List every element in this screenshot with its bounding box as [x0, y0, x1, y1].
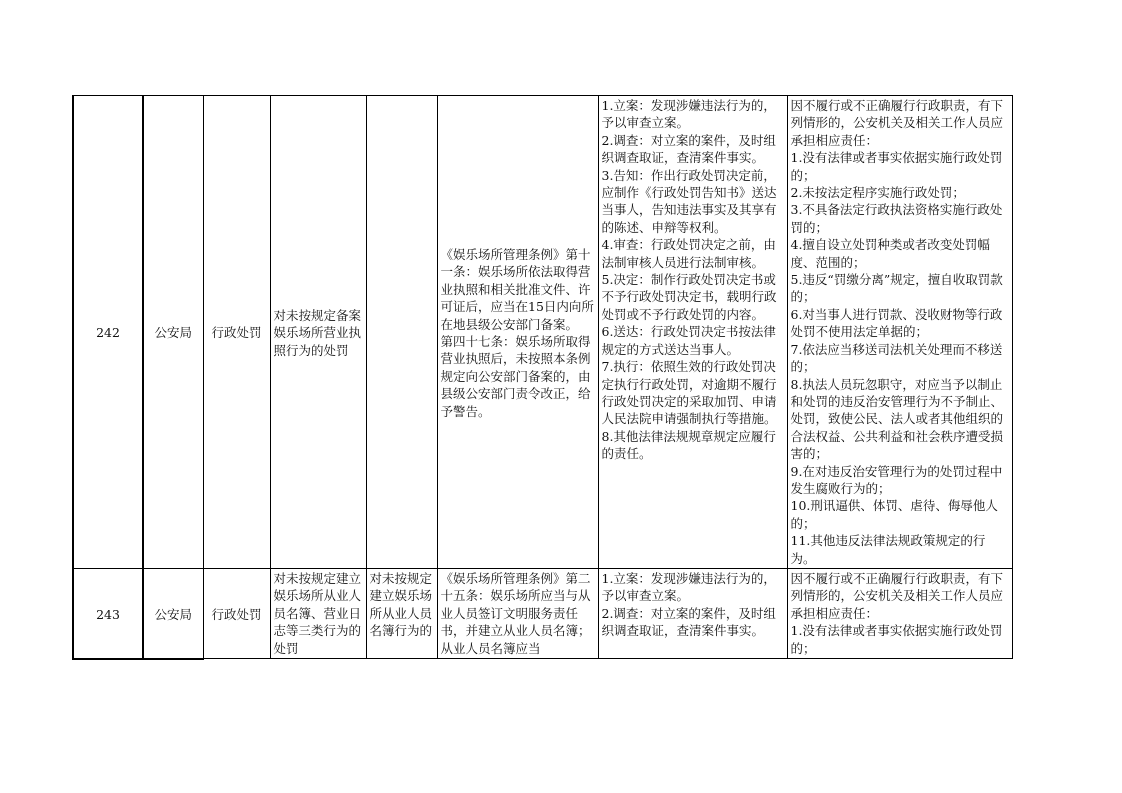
liability-item: 因不履行或不正确履行行政职责，有下列情形的，公安机关及相关工作人员应承担相应责任： [790, 570, 1004, 621]
liability-cell [787, 96, 1012, 569]
process-step: 2.调查：对立案的案件，及时组织调查取证，查清案件事实。 [601, 605, 776, 639]
liability-list [788, 96, 1012, 568]
process-step: 1.立案：发现涉嫌违法行为的，予以审查立案。 [601, 570, 776, 604]
process-step: 2.调查：对立案的案件，及时组织调查取证，查清案件事实。 [601, 132, 776, 166]
process-step: 8.其他法律法规规章规定应履行的责任。 [601, 428, 776, 462]
liability-cell [787, 568, 1012, 658]
department-cell [143, 568, 203, 658]
legal-basis-cell [437, 96, 598, 569]
legal-basis: 《娱乐场所管理条例》第二十五条：娱乐场所应当与从业人员签订文明服务责任书，并建立从业人员名簿；从业人员名簿应当 [440, 570, 591, 656]
row-number: 242 [96, 325, 120, 341]
process-step: 3.告知：作出行政处罚决定前，应制作《行政处罚告知书》送达当事人，告知违法事实及其享有的陈述、申辩等权利。 [601, 167, 777, 235]
table-row [73, 96, 1012, 569]
process-steps [599, 96, 787, 464]
liability-item: 8.执法人员玩忽职守，对应当予以制止和处罚的违反治安管理行为不予制止、处罚，致使公民、法人或者其他组织的合法权益、公共利益和社会秩序遭受损害的； [790, 376, 1004, 462]
power-type-cell [203, 96, 270, 569]
row-number-cell [73, 568, 143, 658]
sub-item-cell [366, 96, 437, 569]
liability-item: 因不履行或不正确履行行政职责，有下列情形的，公安机关及相关工作人员应承担相应责任： [790, 98, 1004, 148]
process-step: 6.送达：行政处罚决定书按法律规定的方式送达当事人。 [601, 324, 776, 357]
process-step: 4.审查：行政处罚决定之前，由法制审核人员进行法制审核。 [601, 237, 776, 270]
process-step: 1.立案：发现涉嫌违法行为的，予以审查立案。 [601, 98, 776, 131]
item-name: 对未按规定建立娱乐场所从业人员名簿、营业日志等三类行为的处罚 [273, 570, 362, 656]
process-steps [599, 569, 787, 641]
process-step: 7.执行：依照生效的行政处罚决定执行行政处罚，对逾期不履行行政处罚决定的采取加罚、申请人民法院申请强制执行等措施。 [601, 359, 777, 427]
department: 公安局 [154, 606, 192, 622]
liability-item: 5.违反“罚缴分离”规定，擅自收取罚款的； [790, 272, 1003, 305]
row-number: 243 [96, 606, 120, 622]
liability-list [788, 569, 1012, 658]
sub-item-cell [366, 568, 437, 658]
liability-item: 3.不具备法定行政执法资格实施行政处罚的； [790, 202, 1003, 235]
row-number-cell [73, 96, 143, 569]
process-cell [598, 96, 787, 569]
liability-item: 6.对当事人进行罚款、没收财物等行政处罚不使用法定单据的； [790, 306, 1003, 340]
liability-item: 1.没有法律或者事实依据实施行政处罚的； [790, 150, 1003, 183]
table-row [73, 568, 1012, 658]
department: 公安局 [154, 325, 192, 341]
power-type: 行政处罚 [211, 325, 262, 341]
power-type: 行政处罚 [211, 606, 262, 622]
liability-item: 10.刑讯逼供、体罚、虐待、侮辱他人的； [790, 498, 998, 531]
legal-basis: 《娱乐场所管理条例》第十一条：娱乐场所依法取得营业执照和相关批准文件、许可证后，应当在15日内向所在地县级公安部门备案。 第四十七条：娱乐场所取得营业执照后，未按照本条例规定向公安部门备案的，由县级公安部门责令改正，给予警告。 [440, 246, 594, 419]
liability-item: 7.依法应当移送司法机关处理而不移送的； [790, 341, 1003, 375]
process-step: 5.决定：制作行政处罚决定书或不予行政处罚决定书，载明行政处罚或不予行政处罚的内容。 [601, 272, 777, 322]
liability-item: 9.在对违反治安管理行为的处罚过程中发生腐败行为的； [790, 463, 1003, 496]
power-list-table [72, 95, 1013, 660]
legal-basis-cell [437, 568, 598, 658]
sub-item: 对未按规定建立娱乐场所从业人员名簿行为的 [369, 570, 433, 639]
department-cell [143, 96, 203, 569]
liability-item: 4.擅自设立处罚种类或者改变处罚幅度、范围的； [790, 237, 990, 270]
item-name-cell [270, 96, 366, 569]
liability-item: 2.未按法定程序实施行政处罚； [790, 185, 965, 201]
sub-item [367, 96, 437, 98]
item-name-cell [270, 568, 366, 658]
process-cell [598, 568, 787, 658]
item-name: 对未按规定备案娱乐场所营业执照行为的处罚 [273, 307, 362, 358]
power-type-cell [203, 568, 270, 658]
liability-item: 11.其他违反法律法规政策规定的行为。 [790, 533, 986, 566]
liability-item: 1.没有法律或者事实依据实施行政处罚的； [790, 623, 1003, 656]
